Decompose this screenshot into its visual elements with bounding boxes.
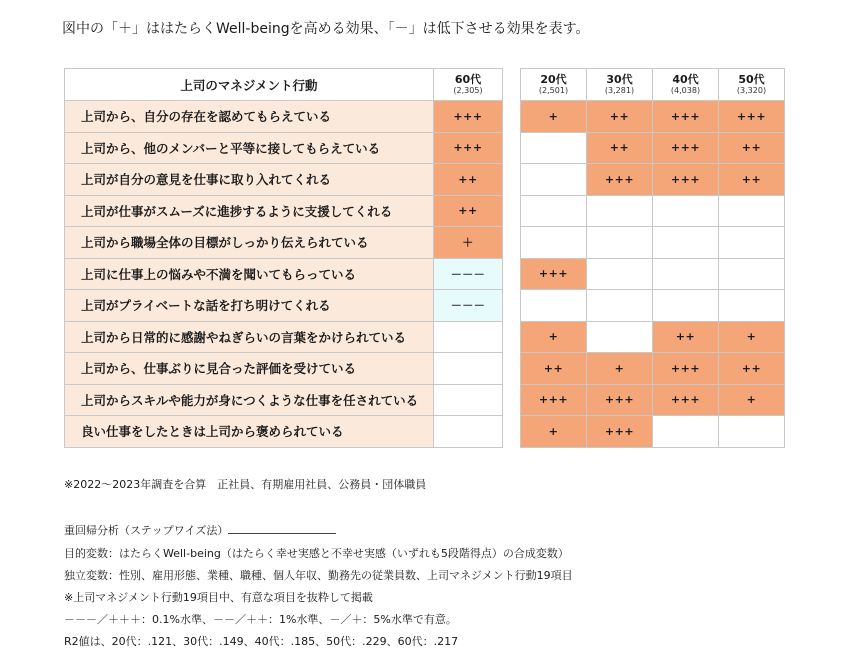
- age-name: 30代: [606, 72, 633, 86]
- effect-cell: [653, 195, 719, 227]
- page-title: 図中の「＋」ははたらくWell-beingを高める効果、「－」は低下させる効果を表す。: [62, 21, 590, 37]
- effect-cell: [587, 321, 653, 353]
- age-header-20s: [521, 69, 587, 101]
- method-line-6: R2値は、20代：.121、30代：.149、40代：.185、50代：.229、60代：.217: [64, 635, 459, 648]
- table-row: [65, 416, 503, 448]
- effect-cell: +++: [587, 416, 653, 448]
- method-line-5: －－－／＋＋＋：0.1%水準、－－／＋＋：1%水準、－／＋：5%水準で有意。: [64, 613, 457, 626]
- table-row: [65, 164, 503, 196]
- age-name: 40代: [672, 72, 699, 86]
- row-label: 上司に仕事上の悩みや不満を聞いてもらっている: [65, 258, 434, 290]
- effect-cell: [521, 195, 587, 227]
- effect-cell: [653, 227, 719, 259]
- age-name: 20代: [540, 72, 567, 86]
- effect-cell: [521, 227, 587, 259]
- effect-cell: [434, 416, 503, 448]
- effect-cell: [434, 384, 503, 416]
- row-label: 上司が仕事がスムーズに進捗するように支援してくれる: [65, 195, 434, 227]
- effect-cell: [587, 195, 653, 227]
- effect-cell: +++: [653, 101, 719, 133]
- table-row: [65, 132, 503, 164]
- effect-cell: +: [587, 353, 653, 385]
- effect-cell: ++: [719, 164, 785, 196]
- survey-note: ※2022～2023年調査を合算 正社員、有期雇用社員、公務員・団体職員: [64, 478, 427, 491]
- effect-cell: +++: [521, 258, 587, 290]
- age-name: 50代: [738, 72, 765, 86]
- age-header-50s: [719, 69, 785, 101]
- row-label: 上司から、他のメンバーと平等に接してもらえている: [65, 132, 434, 164]
- table-row: [521, 384, 785, 416]
- effect-cell: +: [521, 101, 587, 133]
- effect-cell: ++: [653, 321, 719, 353]
- age-sample-size: (3,281): [604, 85, 635, 95]
- age-sample-size: (2,501): [538, 85, 569, 95]
- method-line-3: 独立変数：性別、雇用形態、業種、職種、個人年収、勤務先の従業員数、上司マネジメント行動19項目: [64, 569, 573, 582]
- age-name: 60代: [454, 72, 482, 86]
- row-label: 上司から、自分の存在を認めてもらえている: [65, 101, 434, 133]
- table-row: [65, 195, 503, 227]
- table-row: [521, 290, 785, 322]
- header-label: 上司のマネジメント行動: [65, 69, 434, 101]
- effect-cell: [587, 290, 653, 322]
- age-header-30s: [587, 69, 653, 101]
- effect-cell: [587, 227, 653, 259]
- effect-cell: +++: [653, 353, 719, 385]
- effect-cell: +++: [653, 164, 719, 196]
- table-row: [521, 353, 785, 385]
- row-label: 上司から日常的に感謝やねぎらいの言葉をかけられている: [65, 321, 434, 353]
- row-label: 上司がプライベートな話を打ち明けてくれる: [65, 290, 434, 322]
- effect-cell: +++: [653, 384, 719, 416]
- row-label: 上司が自分の意見を仕事に取り入れてくれる: [65, 164, 434, 196]
- effect-cell: +++: [434, 101, 503, 133]
- effect-cell: [719, 290, 785, 322]
- title-underline: [228, 524, 336, 534]
- effect-cell: +: [719, 384, 785, 416]
- table-row: [521, 416, 785, 448]
- effect-cell: [719, 416, 785, 448]
- effect-cell: [521, 290, 587, 322]
- effect-cell: [521, 164, 587, 196]
- age-sample-size: (2,305): [453, 85, 483, 95]
- effect-cell: ++: [434, 164, 503, 196]
- method-title: 重回帰分析（ステップワイズ法）: [64, 524, 229, 537]
- effect-cell: －－－: [434, 258, 503, 290]
- effect-cell: +++: [521, 384, 587, 416]
- table-row: [65, 384, 503, 416]
- method-line-4: ※上司マネジメント行動19項目中、有意な項目を抜粋して掲載: [64, 591, 373, 604]
- table-row: [521, 258, 785, 290]
- table-row: [521, 132, 785, 164]
- effect-cell: [587, 258, 653, 290]
- effect-cell: ++: [719, 132, 785, 164]
- table-row: [521, 195, 785, 227]
- effect-cell: +: [719, 321, 785, 353]
- table-row: [65, 353, 503, 385]
- table-row: [521, 227, 785, 259]
- effect-cell: +++: [653, 132, 719, 164]
- effect-cell: +: [521, 416, 587, 448]
- table-row: [521, 101, 785, 133]
- effect-cell: ＋: [434, 227, 503, 259]
- effect-cell: +: [521, 321, 587, 353]
- table-row: [65, 258, 503, 290]
- method-line-2: 目的変数：はたらくWell-being（はたらく幸せ実感と不幸せ実感（いずれも5段階得点）の合成変数）: [64, 547, 569, 560]
- effect-cell: [653, 290, 719, 322]
- row-label: 上司から、仕事ぶりに見合った評価を受けている: [65, 353, 434, 385]
- age-header-60s: [434, 69, 503, 101]
- effect-cell: +++: [587, 164, 653, 196]
- table-row: [65, 290, 503, 322]
- effect-cell: －－－: [434, 290, 503, 322]
- effect-cell: ++: [434, 195, 503, 227]
- table-row: [521, 321, 785, 353]
- row-label: 上司から職場全体の目標がしっかり伝えられている: [65, 227, 434, 259]
- main-table: [64, 68, 503, 448]
- table-row: [65, 101, 503, 133]
- row-label: 上司からスキルや能力が身につくような仕事を任されている: [65, 384, 434, 416]
- age-table: [520, 68, 785, 448]
- table-row: [521, 164, 785, 196]
- effect-cell: [434, 353, 503, 385]
- effect-cell: ++: [719, 353, 785, 385]
- effect-cell: ++: [521, 353, 587, 385]
- effect-cell: [719, 195, 785, 227]
- effect-cell: +++: [587, 384, 653, 416]
- effect-cell: [719, 258, 785, 290]
- effect-cell: +++: [434, 132, 503, 164]
- effect-cell: [653, 416, 719, 448]
- header-row: [521, 69, 785, 101]
- table-row: [65, 227, 503, 259]
- effect-cell: [434, 321, 503, 353]
- method-line-1: [64, 522, 336, 538]
- effect-cell: +++: [719, 101, 785, 133]
- effect-cell: ++: [587, 132, 653, 164]
- effect-cell: [719, 227, 785, 259]
- table-row: [65, 321, 503, 353]
- age-sample-size: (3,320): [736, 85, 767, 95]
- effect-cell: [653, 258, 719, 290]
- age-sample-size: (4,038): [670, 85, 701, 95]
- effect-cell: ++: [587, 101, 653, 133]
- effect-cell: [521, 132, 587, 164]
- header-row: [65, 69, 503, 101]
- row-label: 良い仕事をしたときは上司から褒められている: [65, 416, 434, 448]
- age-header-40s: [653, 69, 719, 101]
